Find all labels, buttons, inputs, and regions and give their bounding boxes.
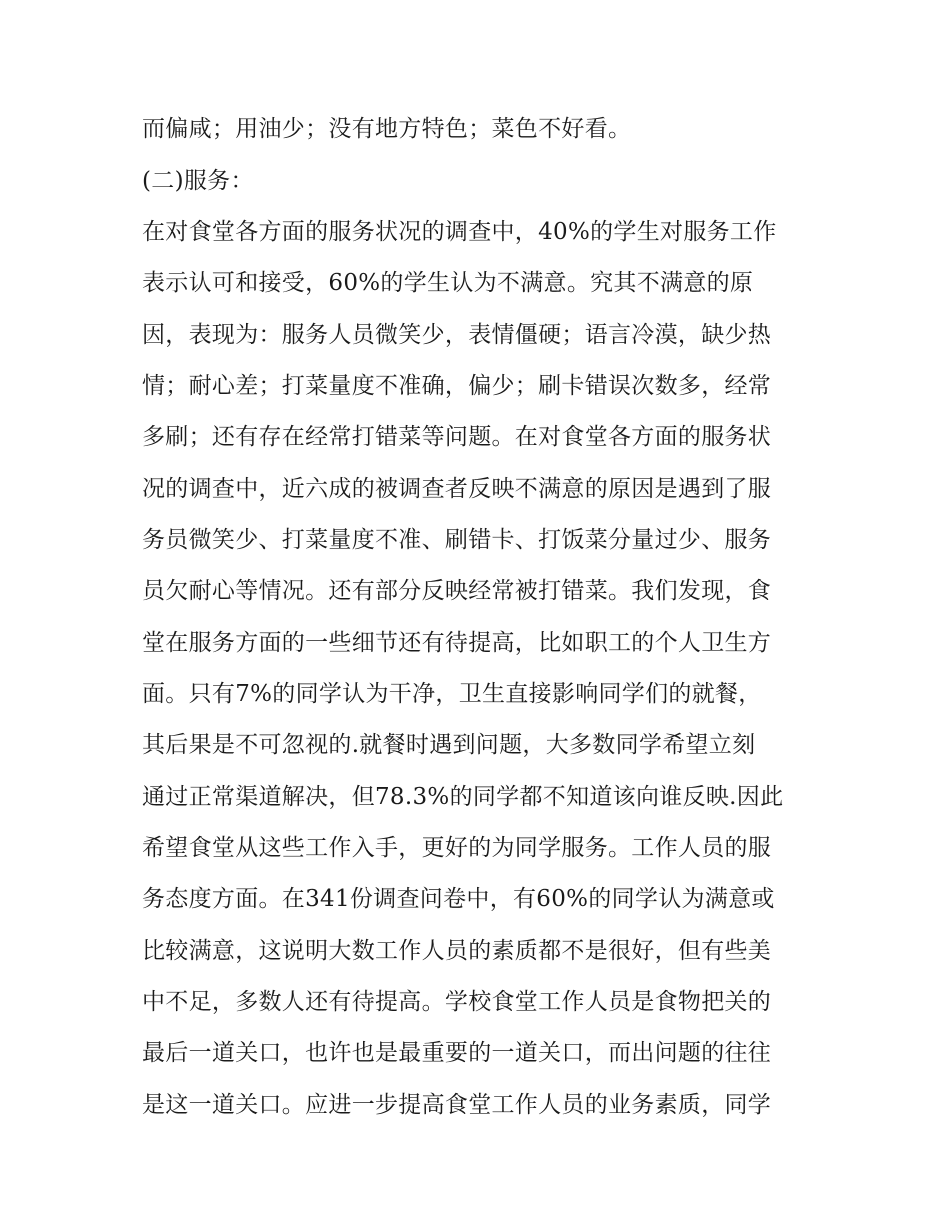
text-line: 而偏咸；用油少；没有地方特色；菜色不好看。 bbox=[142, 116, 632, 142]
text-line: 最后一道关口，也许也是最重要的一道关口，而出问题的往往 bbox=[142, 1040, 772, 1066]
text-line: 表示认可和接受，60%的学生认为不满意。究其不满意的原 bbox=[142, 270, 754, 296]
text-line: 其后果是不可忽视的.就餐时遇到问题，大多数同学希望立刻 bbox=[142, 732, 756, 758]
text-line: 比较满意，这说明大数工作人员的素质都不是很好，但有些美 bbox=[142, 938, 772, 964]
text-line: 多刷；还有存在经常打错菜等问题。在对食堂各方面的服务状 bbox=[142, 424, 772, 450]
text-line: 堂在服务方面的一些细节还有待提高，比如职工的个人卫生方 bbox=[142, 630, 772, 656]
text-line: 因，表现为：服务人员微笑少，表情僵硬；语言冷漠，缺少热 bbox=[142, 322, 772, 348]
text-line: 务员微笑少、打菜量度不准、刷错卡、打饭菜分量过少、服务 bbox=[142, 527, 772, 553]
text-line: 面。只有7%的同学认为干净，卫生直接影响同学们的就餐， bbox=[142, 681, 762, 707]
text-line: 通过正常渠道解决，但78.3%的同学都不知道该向谁反映.因此 bbox=[142, 784, 784, 810]
text-line: 是这一道关口。应进一步提高食堂工作人员的业务素质，同学 bbox=[142, 1092, 772, 1118]
text-line: 中不足，多数人还有待提高。学校食堂工作人员是食物把关的 bbox=[142, 989, 772, 1015]
text-line: 情；耐心差；打菜量度不准确，偏少；刷卡错误次数多，经常 bbox=[142, 373, 772, 399]
text-line: 在对食堂各方面的服务状况的调查中，40%的学生对服务工作 bbox=[142, 219, 777, 245]
text-line: 况的调查中，近六成的被调查者反映不满意的原因是遇到了服 bbox=[142, 476, 772, 502]
text-line: 务态度方面。在341份调查问卷中，有60%的同学认为满意或 bbox=[142, 886, 775, 912]
text-line: 员欠耐心等情况。还有部分反映经常被打错菜。我们发现，食 bbox=[142, 578, 772, 604]
text-line: 希望食堂从这些工作入手，更好的为同学服务。工作人员的服 bbox=[142, 835, 772, 861]
section-heading: (二)服务： bbox=[142, 168, 254, 194]
